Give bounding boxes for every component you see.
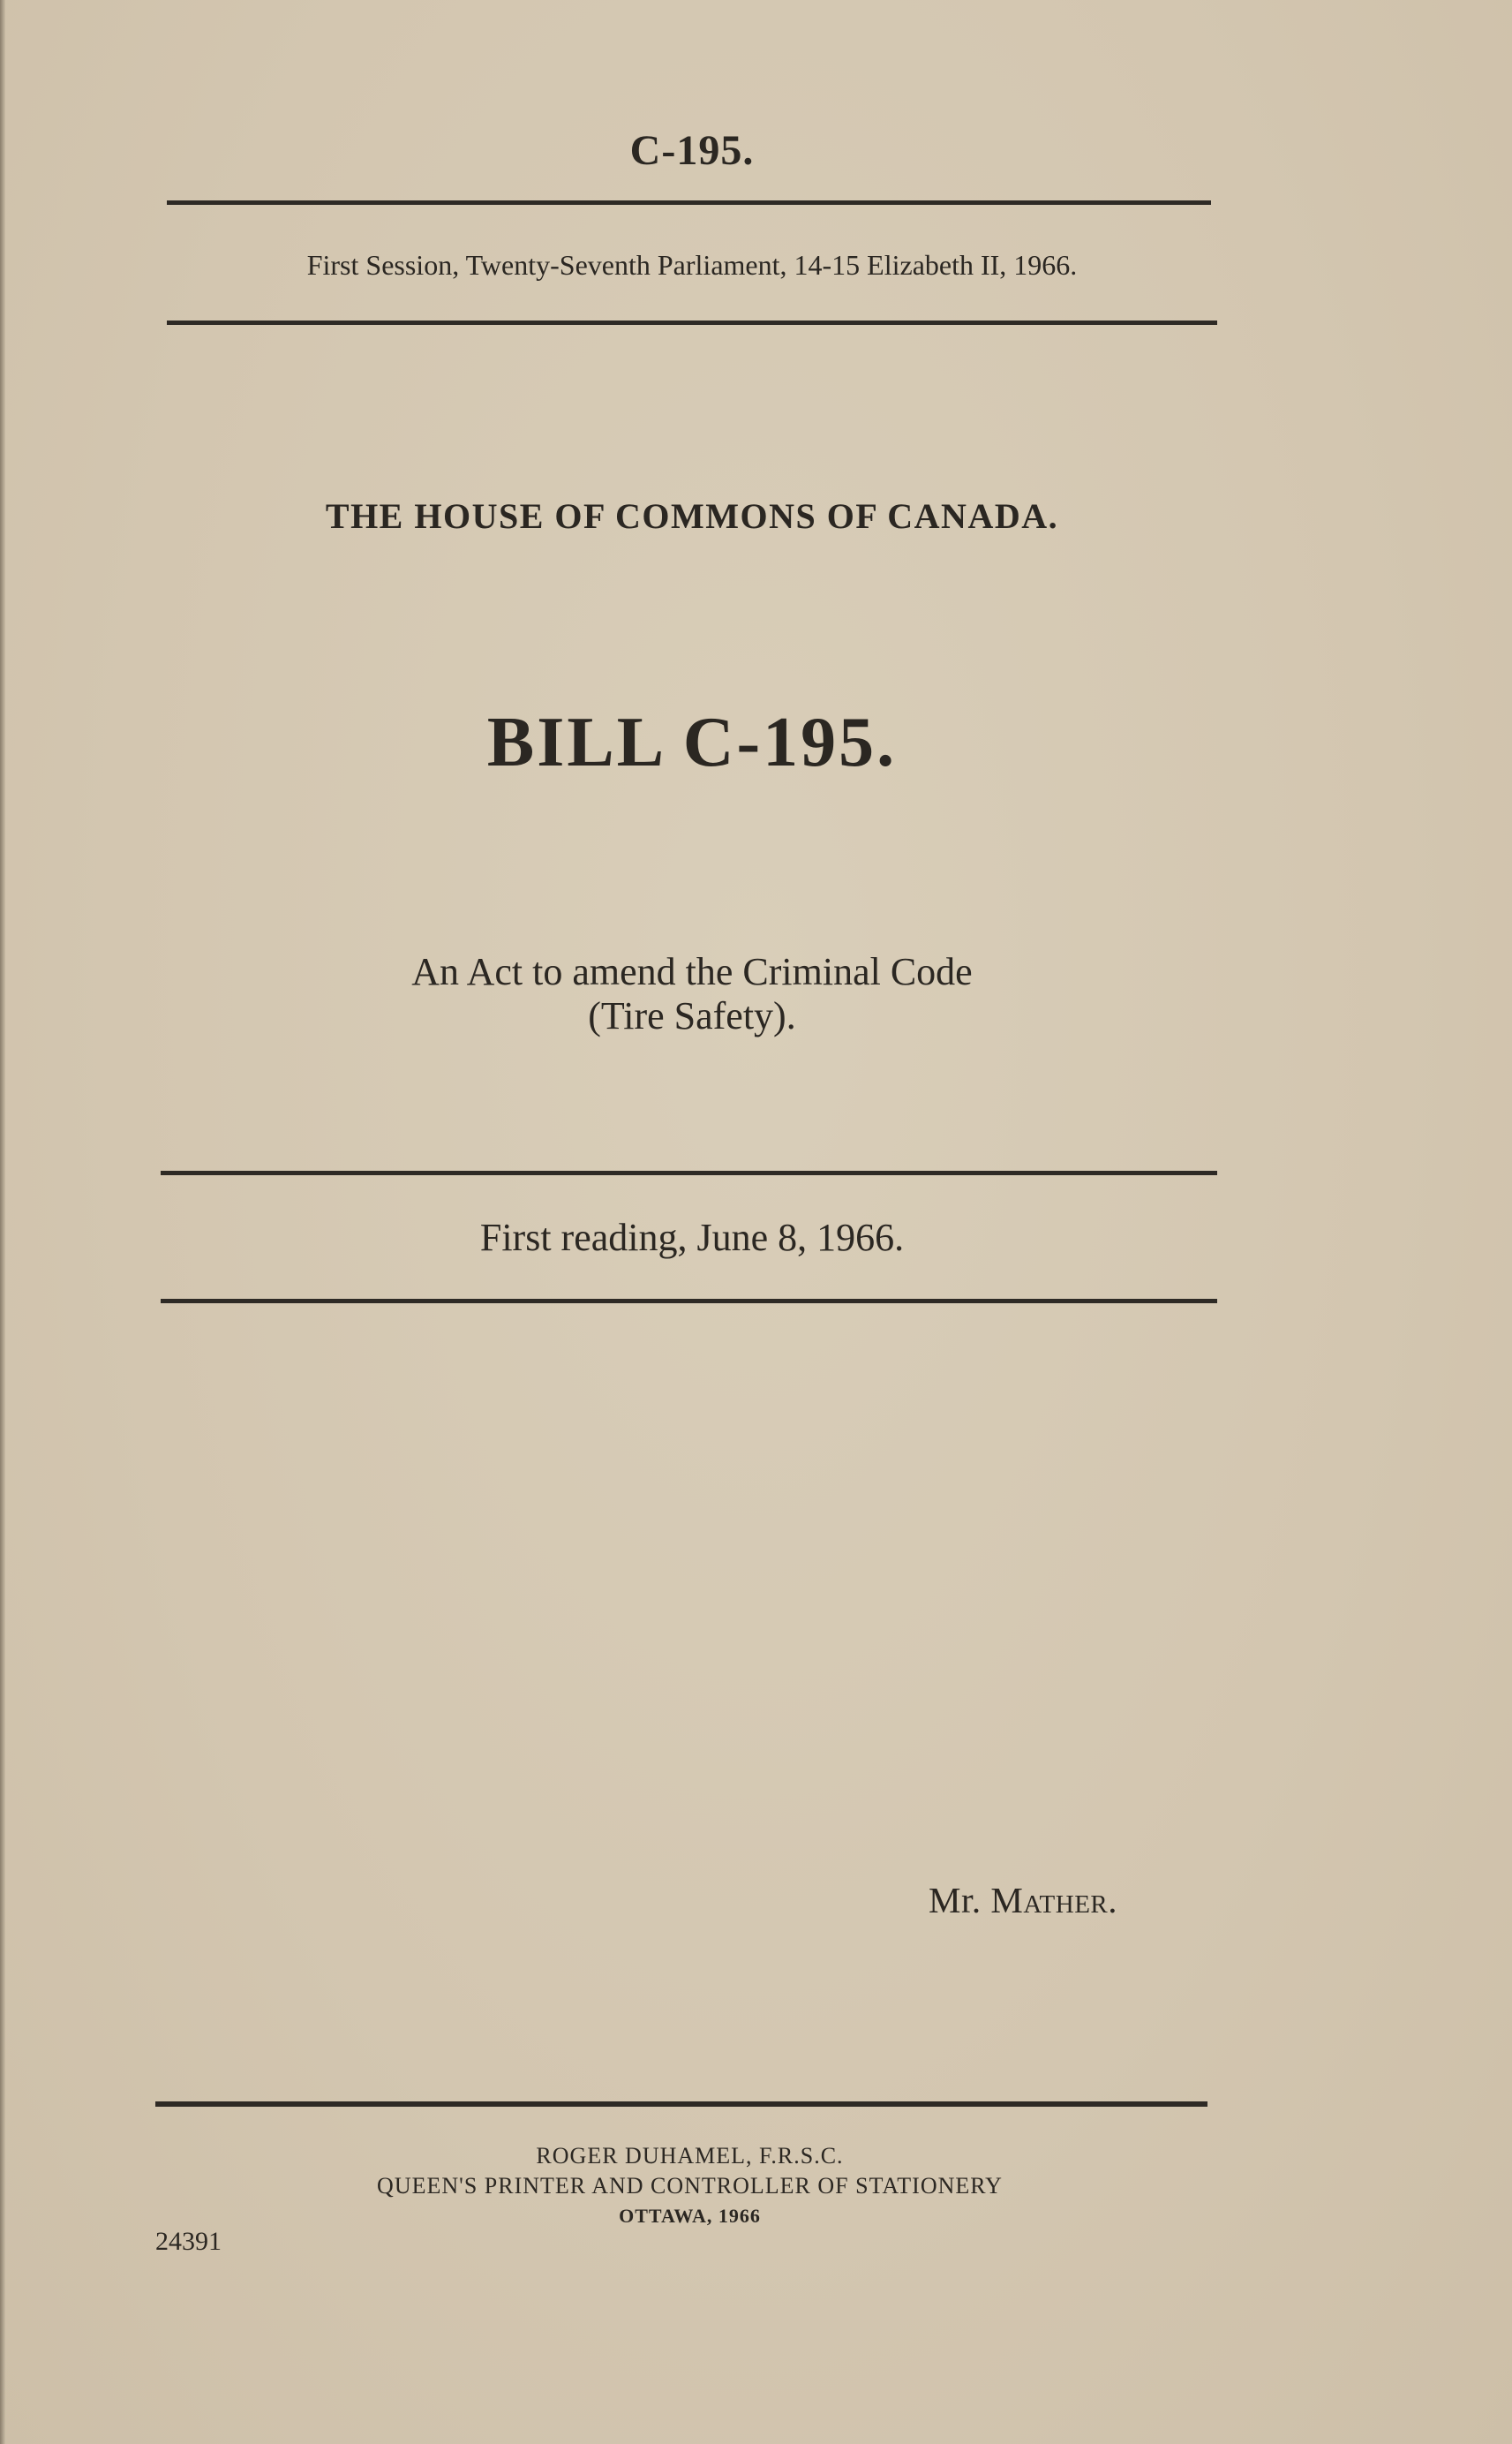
first-reading: First reading, June 8, 1966.	[479, 1216, 905, 1259]
top-rule-1	[167, 200, 1211, 205]
reading-rule-top	[161, 1171, 1217, 1175]
reading-rule-bottom	[161, 1299, 1217, 1303]
printer-imprint	[0, 2141, 1380, 2231]
bill-code-header: C-195.	[629, 127, 755, 174]
house-heading: THE HOUSE OF COMMONS OF CANADA.	[325, 496, 1059, 536]
printer-name: ROGER DUHAMEL, F.R.S.C.	[536, 2143, 844, 2169]
sponsor-prefix: Mr.	[929, 1880, 982, 1920]
act-description	[0, 950, 1384, 1038]
printer-title: QUEEN'S PRINTER AND CONTROLLER OF STATIONERY	[377, 2173, 1003, 2199]
printer-place: OTTAWA, 1966	[619, 2205, 761, 2227]
bill-title: BILL C-195.	[486, 704, 898, 781]
act-line-1: An Act to amend the Criminal Code	[411, 950, 973, 993]
sponsor-name: Mather.	[990, 1880, 1118, 1920]
session-line: First Session, Twenty-Seventh Parliament, 14-15 Elizabeth II, 1966.	[306, 249, 1078, 281]
footer-rule	[155, 2101, 1207, 2107]
sponsor	[929, 1879, 1117, 1921]
document-number: 24391	[155, 2227, 222, 2256]
act-line-2: (Tire Safety).	[588, 994, 796, 1037]
top-rule-2	[167, 321, 1217, 325]
